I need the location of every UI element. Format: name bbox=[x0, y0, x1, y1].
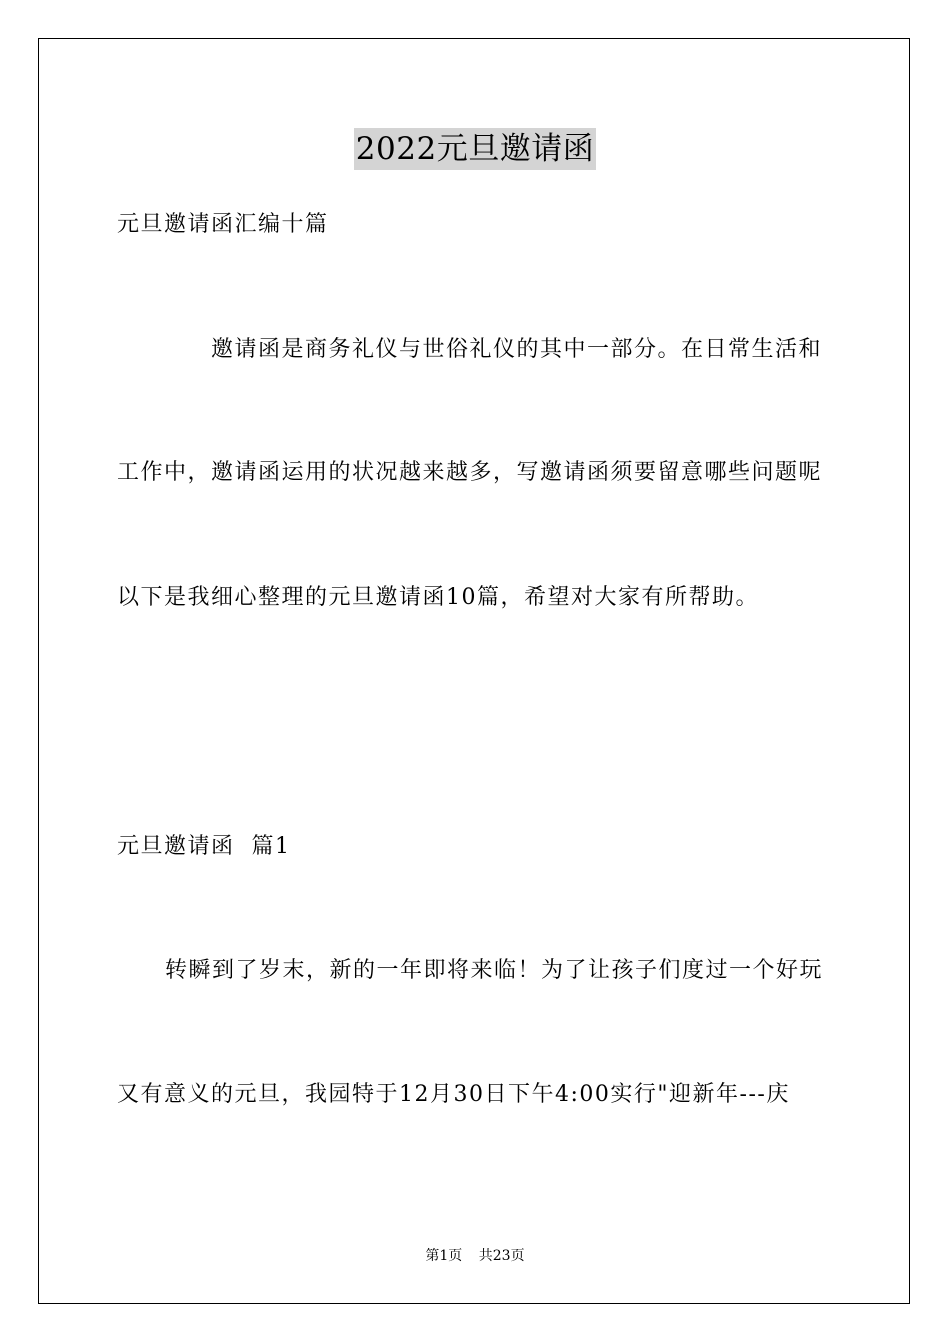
page-number: 第1页 bbox=[425, 1248, 463, 1264]
document-title: 2022元旦邀请函 bbox=[354, 128, 596, 170]
page-total: 共23页 bbox=[478, 1248, 525, 1264]
section-line-1: 转瞬到了岁末，新的一年即将来临！为了让孩子们度过一个好玩 bbox=[165, 958, 824, 983]
intro-line-3: 以下是我细心整理的元旦邀请函10篇，希望对大家有所帮助。 bbox=[117, 585, 759, 610]
intro-line-1: 邀请函是商务礼仪与世俗礼仪的其中一部分。在日常生活和 bbox=[211, 337, 823, 362]
section-line-2: 又有意义的元旦，我园特于12月30日下午4:00实行"迎新年---庆 bbox=[117, 1082, 790, 1107]
page-footer bbox=[0, 1247, 950, 1265]
document-subtitle: 元旦邀请函汇编十篇 bbox=[117, 212, 329, 237]
intro-line-2: 工作中，邀请函运用的状况越来越多，写邀请函须要留意哪些问题呢 bbox=[117, 460, 823, 485]
section-heading: 元旦邀请函 篇1 bbox=[117, 834, 291, 859]
title-container bbox=[0, 128, 950, 170]
